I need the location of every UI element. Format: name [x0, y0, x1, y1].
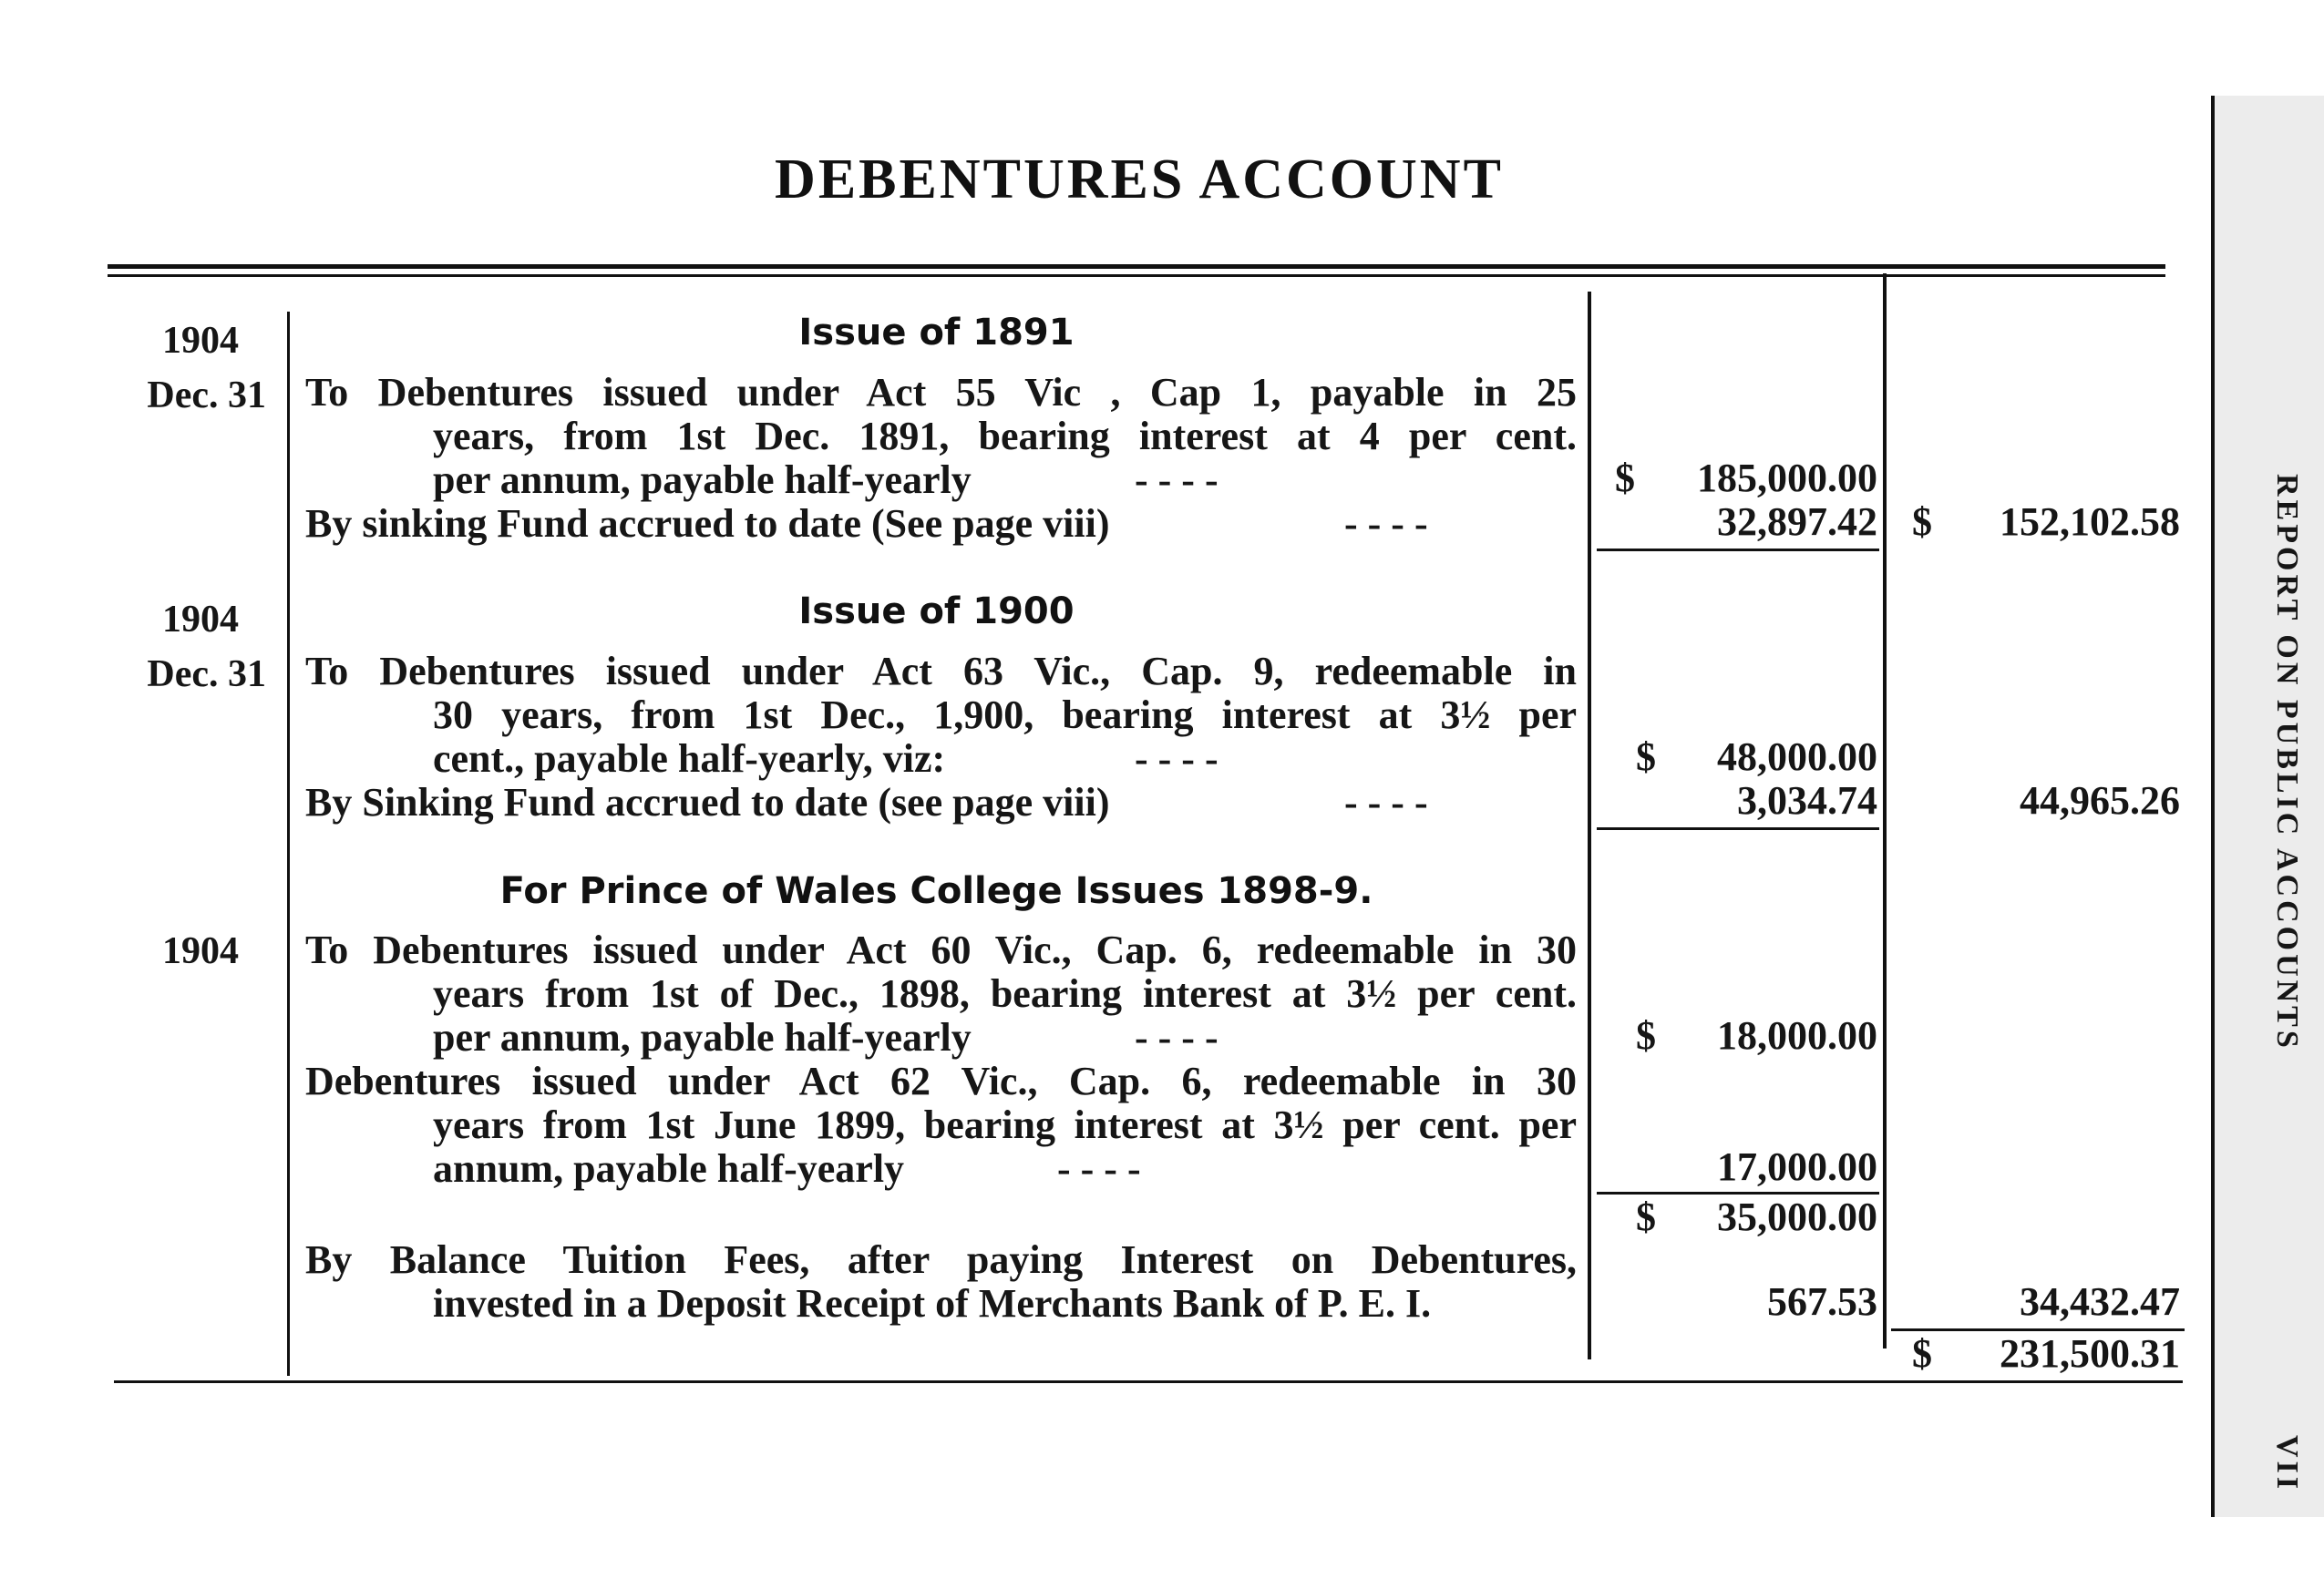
detail-amount-rule [1588, 292, 1591, 1359]
section-3-amount-b: 17,000.00 [1717, 1144, 1877, 1189]
section-1-net-dollar: $ [1912, 499, 1932, 544]
amount-net-rule [1883, 273, 1887, 1349]
section-1-leader-2: - - - - [1344, 501, 1428, 546]
section-3-subtotal-dollar: $ [1636, 1195, 1656, 1239]
section-3-year: 1904 [162, 930, 239, 972]
section-2-amount-to: 48,000.00 [1717, 734, 1877, 779]
section-3-leader-a: - - - - [1135, 1015, 1219, 1060]
section-1-to-line-3: per annum, payable half-yearly [433, 457, 972, 502]
top-rule-thick [108, 264, 2165, 269]
section-3-amount-a: 18,000.00 [1717, 1013, 1877, 1058]
section-3-subtotal: 35,000.00 [1717, 1195, 1877, 1239]
section-3-net: 34,432.47 [2020, 1279, 2180, 1324]
section-3-to-b-line-2: years from 1st June 1899, bearing interest at 3½ per cent. per [433, 1102, 1577, 1147]
bottom-rule [114, 1380, 2183, 1383]
page-title: DEBENTURES ACCOUNT [775, 149, 1504, 210]
section-2-year: 1904 [162, 599, 239, 641]
section-1-to-line-2: years, from 1st Dec. 1891, bearing interest at 4 per cent. [433, 414, 1577, 458]
section-2-date: Dec. 31 [147, 653, 266, 695]
section-3-amount-by: 567.53 [1767, 1279, 1877, 1324]
section-3-leader-b: - - - - [1057, 1146, 1141, 1191]
section-3-by-line-2: invested in a Deposit Receipt of Merchants Bank of P. E. I. [433, 1281, 1432, 1326]
section-3-to-a-line-3: per annum, payable half-yearly [433, 1015, 972, 1060]
section-3-by-line-1: By Balance Tuition Fees, after paying Interest on Debentures, [305, 1237, 1577, 1282]
section-1-amount-to: 185,000.00 [1697, 456, 1877, 500]
section-3-amount-a-dollar: $ [1636, 1013, 1656, 1058]
top-rule-thin [108, 274, 2165, 277]
section-3-to-a-line-2: years from 1st of Dec., 1898, bearing interest at 3½ per cent. [433, 971, 1577, 1016]
section-2-to-line-2: 30 years, from 1st Dec., 1,900, bearing interest at 3½ per [433, 692, 1577, 737]
section-2-by-line: By Sinking Fund accrued to date (see page viii) [305, 780, 1110, 825]
page-number: VII [2270, 1435, 2304, 1493]
date-column-rule [287, 312, 290, 1376]
grand-total: 231,500.31 [2000, 1331, 2180, 1376]
section-1-leader-1: - - - - [1135, 457, 1219, 502]
section-2-net: 44,965.26 [2020, 778, 2180, 823]
section-1-amount-by: 32,897.42 [1717, 499, 1877, 544]
section-3-to-b-line-3: annum, payable half-yearly [433, 1146, 905, 1191]
section-1-heading: Issue of 1891 [798, 312, 1075, 354]
section-2-amount-by: 3,034.74 [1737, 778, 1877, 823]
grand-total-dollar: $ [1912, 1331, 1932, 1376]
section-1-to-dollar: $ [1615, 456, 1635, 500]
section-1-to-line-1: To Debentures issued under Act 55 Vic , Cap 1, payable in 25 [305, 370, 1577, 415]
section-2-leader-1: - - - - [1135, 736, 1219, 781]
section-1-net: 152,102.58 [2000, 499, 2180, 544]
side-margin-rule [2211, 96, 2215, 1517]
section-2-amount-rule [1597, 827, 1879, 830]
section-2-leader-2: - - - - [1344, 780, 1428, 825]
section-2-to-line-3: cent., payable half-yearly, viz: [433, 736, 946, 781]
section-1-amount-rule [1597, 549, 1879, 551]
section-2-to-dollar: $ [1636, 734, 1656, 779]
section-1-year: 1904 [162, 320, 239, 362]
side-header: REPORT ON PUBLIC ACCOUNTS [2270, 474, 2304, 1051]
section-1-by-line: By sinking Fund accrued to date (See page viii) [305, 501, 1110, 546]
section-1-date: Dec. 31 [147, 374, 266, 416]
section-2-heading: Issue of 1900 [798, 590, 1075, 632]
section-3-to-a-line-1: To Debentures issued under Act 60 Vic., Cap. 6, redeemable in 30 [305, 928, 1577, 972]
section-3-to-b-line-1: Debentures issued under Act 62 Vic., Cap. 6, redeemable in 30 [305, 1059, 1577, 1103]
section-3-heading: For Prince of Wales College Issues 1898-9. [499, 870, 1373, 912]
section-2-to-line-1: To Debentures issued under Act 63 Vic., Cap. 9, redeemable in [305, 649, 1577, 693]
